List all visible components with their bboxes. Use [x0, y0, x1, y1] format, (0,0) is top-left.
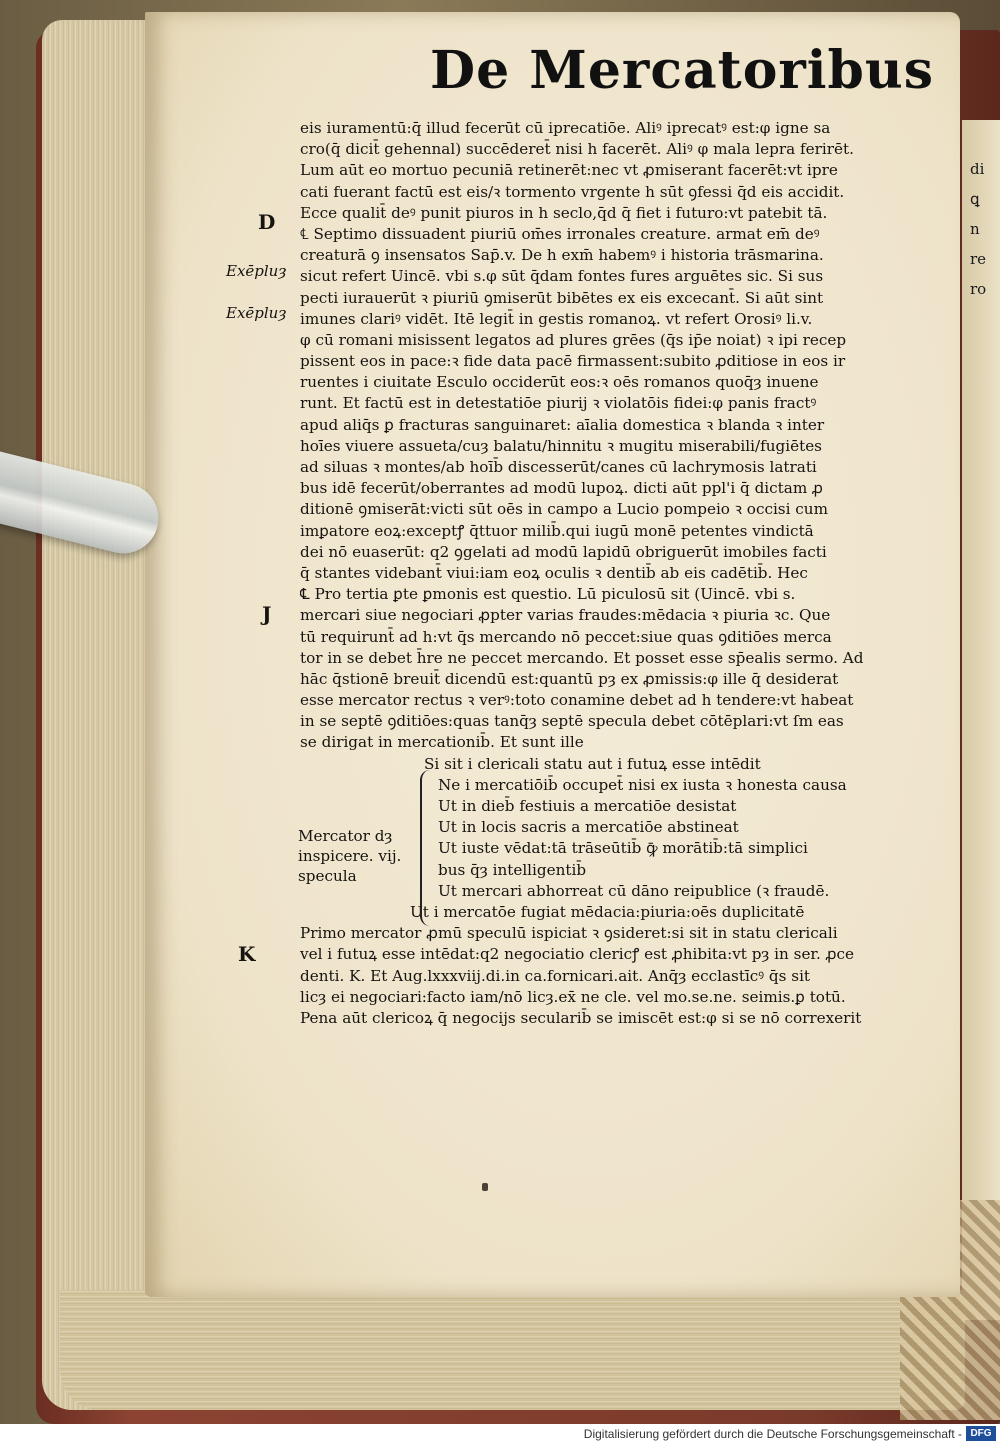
- facing-page-fragment: re: [970, 250, 987, 268]
- list-line: Ut i mercatōe fugiat mēdacia:piuria:oēs duplicitatē: [410, 902, 805, 921]
- facing-page-fragment: ro: [970, 280, 987, 298]
- text-line: q̄ stantes videbant̄ viui:iam eoꝝ oculis ꝛ dentib̄ ab eis cadētib̄. Hec: [300, 563, 808, 582]
- text-line: ruentes i ciuitate Esculo occiderūt eos:ꝛ oēs romanos quoq̄ȝ inuene: [300, 373, 819, 392]
- dfg-logo: DFG: [966, 1426, 996, 1441]
- text-line: runt. Et factū est in detestatiōe piurij ꝛ violatōis fidei:φ panis fractꝰ: [300, 394, 817, 413]
- marginal-note: Exēpluȝ: [226, 262, 287, 280]
- text-line: in se septē ꝯditiōes:quas tanq̄ȝ septē specula debet cōtēplari:vt ſm eas: [300, 712, 844, 731]
- list-line: Ut mercari abhorreat cū dāno reipublice (ꝛ fraudē.: [438, 881, 830, 900]
- text-line: tor in se debet h̄re ne peccet mercando. Et posset esse sp̄ealis sermo. Ad: [300, 648, 864, 667]
- text-line: creaturā ꝯ insensatos Sap̄.v. De h exm̄ habemꝰ i historia trāsmarina.: [300, 246, 824, 265]
- list-brace: [420, 770, 436, 926]
- side-label-line: specula: [298, 867, 357, 885]
- list-line: bus q̄ȝ intelligentib̄: [438, 860, 587, 879]
- text-line: Lum aūt eo mortuo pecuniā retinerēt:nec vt ꝓmiserant facerēt:vt ipre: [300, 161, 838, 180]
- footer-bar: [0, 1424, 1000, 1444]
- mercator-side-label: [298, 826, 401, 886]
- page-title: De Mercatoribus: [430, 40, 934, 101]
- text-line: Ecce qualit̄ deꝰ punit piuros in h seclo,q̄d q̄ fiet i futuro:vt patebit tā.: [300, 203, 828, 222]
- text-line: imꝑatore eoꝝ:exceptꝭ q̄ttuor milib̄.qui iugū monē petentes vindictā: [300, 521, 814, 540]
- text-line: bus idē fecerūt/oberrantes ad modū lupoꝝ. dicti aūt ppl'i q̄ dictam ꝓ: [300, 479, 823, 498]
- page-fore-edge: [42, 20, 162, 1410]
- text-line: hāc q̄stionē breuit̄ dicendū est:quantū pȝ ex ꝓmissis:φ ille q̄ desiderat: [300, 669, 839, 688]
- list-line: Si sit i clericali statu aut i futuꝝ esse intēdit: [424, 754, 761, 773]
- text-line: ℄ Pro tertia ꝑte ꝑmonis est questio. Lū piculosū sit (Uincē. vbi s.: [300, 585, 796, 604]
- text-line: dei nō euaserūt: q2 ꝯgelati ad modū lapidū obriguerūt imobiles facti: [300, 542, 827, 561]
- text-line: mercari siue negociari ꝓpter varias fraudes:mēdacia ꝛ piuria ꝛc. Que: [300, 606, 831, 625]
- marginal-signature: D: [258, 210, 276, 234]
- text-line: se dirigat in mercationib̄. Et sunt ille: [300, 733, 584, 752]
- text-line: cro(q̄ dicit̄ gehennal) succēderet̄ nisi h facerēt. Aliꝰ φ mala lepra ferirēt.: [300, 140, 854, 159]
- text-line: esse mercator rectus ꝛ verꝰ:toto conamine debet ad h tendere:vt habeat: [300, 691, 854, 710]
- list-line: Ut iuste vēdat:tā trāseūtib̄ ꝙ̄ morātib̄:tā simplici: [438, 839, 808, 858]
- text-line: pecti iurauerūt ꝛ piuriū ꝯmiserūt bibētes ex eis excecant̄. Si aūt sint: [300, 288, 824, 307]
- marginal-note: Exēpluȝ: [226, 304, 287, 322]
- facing-page-sliver: [962, 120, 1000, 1320]
- text-line: licȝ ei negociari:facto iam/nō licȝ.ex̄ ne cle. vel mo.se.ne. seimis.ꝑ totū.: [300, 987, 846, 1006]
- list-line: Ne i mercatiōib̄ occupet̄ nisi ex iusta ꝛ honesta causa: [438, 775, 847, 794]
- text-line: Primo mercator ꝓmū speculū ispiciat ꝛ ꝯsideret:si sit in statu clericali: [300, 924, 838, 943]
- text-line: cati fuerant factū est eis/ꝛ tormento vrgente h sūt ꝯfessi q̄d eis accidit.: [300, 182, 845, 201]
- text-line: ditionē ꝯmiserāt:victi sūt oēs in campo a Lucio pompeio ꝛ occisi cum: [300, 500, 828, 519]
- facing-page-fragment: di: [970, 160, 985, 178]
- marginal-signature: K: [238, 942, 256, 966]
- funding-credit: Digitalisierung gefördert durch die Deutsche Forschungsgemeinschaft -: [583, 1427, 962, 1441]
- side-label-line: Mercator dȝ: [298, 827, 393, 845]
- text-line: imunes clariꝰ vidēt. Itē legit̄ in gestis romanoꝝ. vt refert Orosiꝰ li.v.: [300, 309, 813, 328]
- text-line: denti. K. Et Aug.lxxxviij.di.in ca.fornicari.ait. Anq̄ȝ ecclastīcꝰ q̄s sit: [300, 966, 811, 985]
- marginal-signature: J: [262, 602, 272, 626]
- facing-page-fragment: n: [970, 220, 980, 238]
- text-line: ℄ Septimo dissuadent piuriū om̄es irronales creature. armat em̄ deꝰ: [300, 224, 820, 243]
- page-bottom-edge: [60, 1290, 965, 1410]
- list-line: Ut in dieb̄ festiuis a mercatiōe desistat: [438, 797, 737, 815]
- text-line: ad siluas ꝛ montes/ab hoīb̄ discesserūt/canes cū lachrymosis latrati: [300, 458, 817, 476]
- text-line: sicut refert Uincē. vbi s.φ sūt q̄dam fontes fures arguētes sic. Si sus: [300, 267, 824, 286]
- text-line: apud aliq̄s ꝑ fracturas sanguinaret: aīalia domestica ꝛ blanda ꝛ inter: [300, 415, 825, 434]
- side-label-line: inspicere. vij.: [298, 847, 402, 865]
- text-line: pissent eos in pace:ꝛ fide data pacē firmassent:subito ꝓditiose in eos ir: [300, 352, 846, 371]
- text-line: eis iuramentū:q̄ illud fecerūt cū iprecatiōe. Aliꝰ iprecatꝰ est:φ igne sa: [300, 119, 831, 137]
- text-line: Pena aūt clericoꝝ q̄ negocijs secularib̄ se imiscēt est:φ si se nō correxerit: [300, 1008, 862, 1027]
- facing-page-fragment: ꝗ: [970, 190, 980, 208]
- ink-speck: [482, 1183, 488, 1191]
- text-line: tū requirunt̄ ad h:vt q̄s mercando nō peccet:siue quas ꝯditiōes merca: [300, 627, 832, 646]
- text-line: hoīes viuere assueta/cuȝ balatu/hinnitu ꝛ mugitu miserabili/fugiētes: [300, 436, 822, 455]
- main-text-block: [300, 118, 950, 1029]
- text-line: φ cū romani misissent legatos ad plures grēes (q̄s ip̄e noiat) ꝛ ipi recep: [300, 330, 847, 349]
- text-line: vel i futuꝝ esse intēdat:q2 negociatio clericꝭ est ꝓhibita:vt pȝ in ser. ꝓce: [300, 945, 855, 964]
- list-line: Ut in locis sacris a mercatiōe abstineat: [438, 818, 739, 837]
